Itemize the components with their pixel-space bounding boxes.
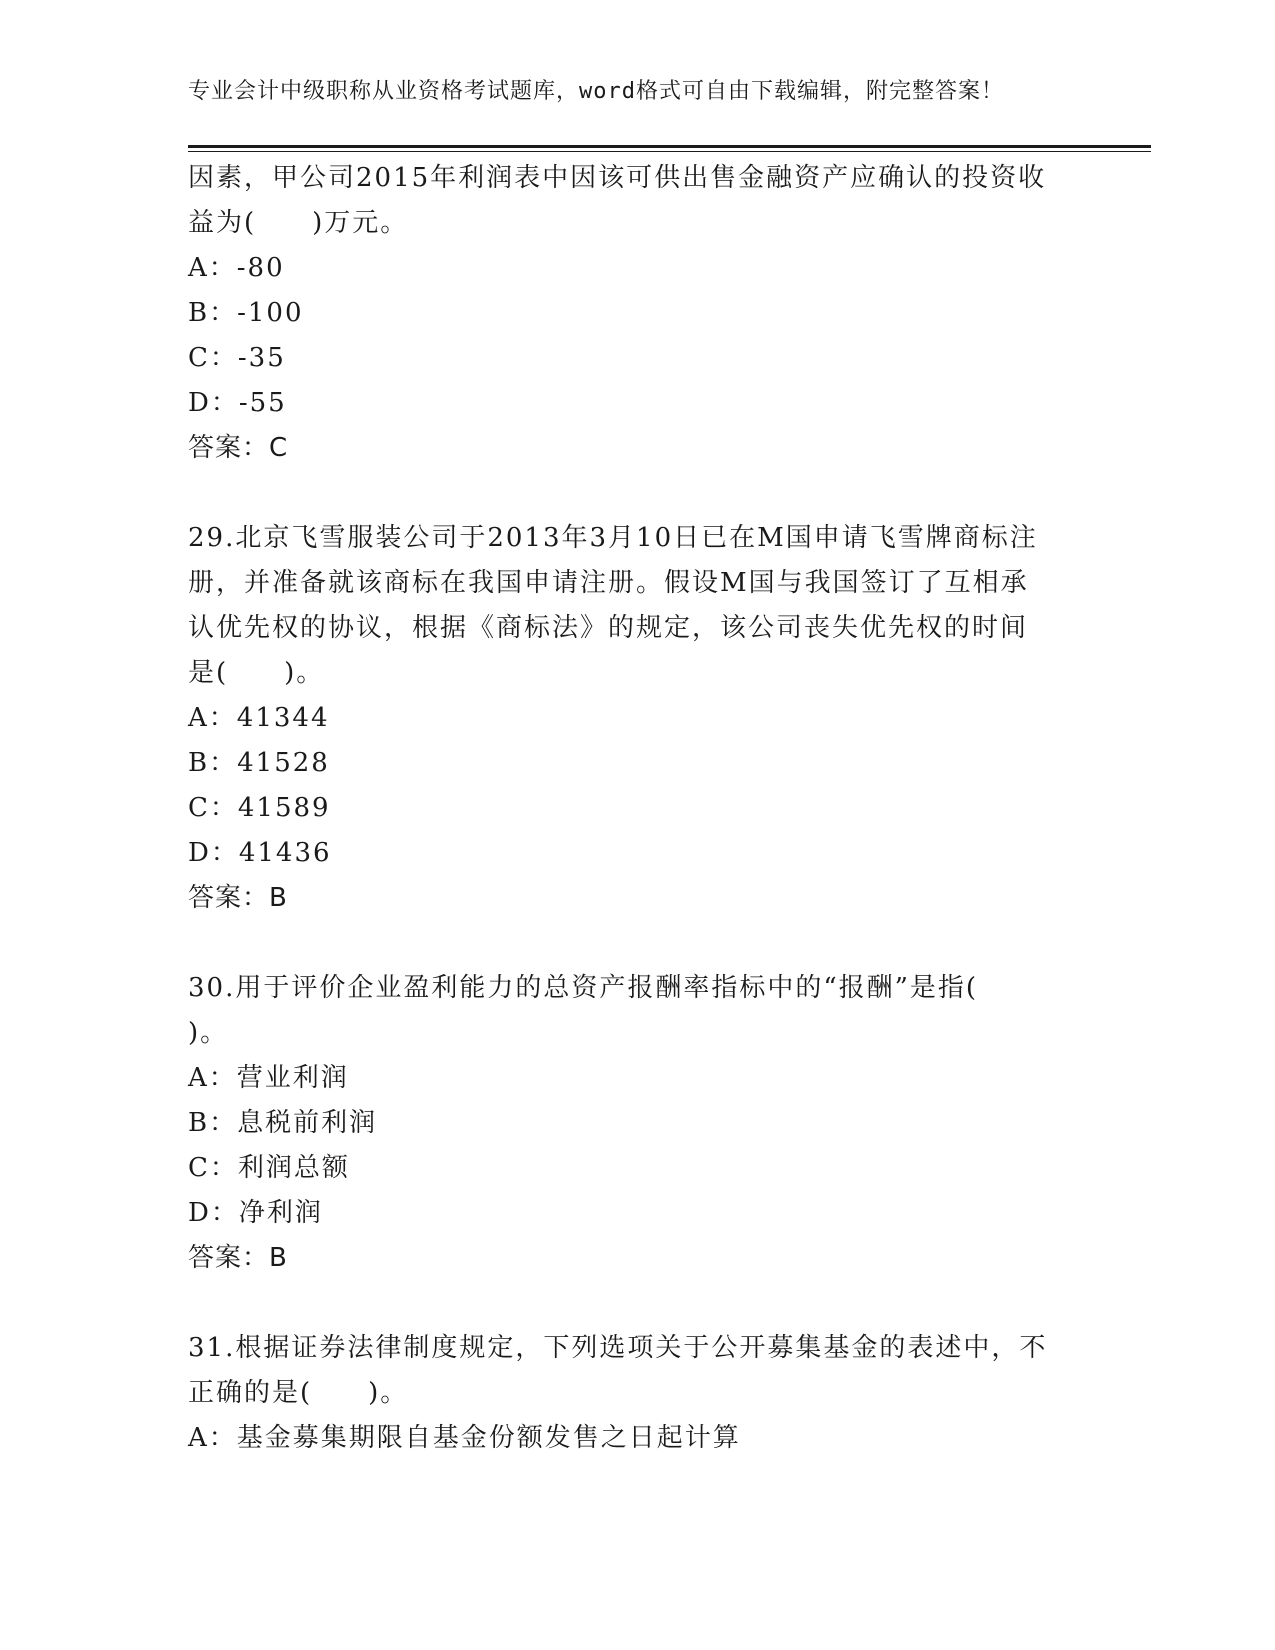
question-28 bbox=[188, 156, 1088, 471]
question-text-line: 30.用于评价企业盈利能力的总资产报酬率指标中的“报酬”是指( bbox=[188, 973, 979, 1003]
header-rule-thin bbox=[188, 151, 1151, 152]
option-a: A：基金募集期限自基金份额发售之日起计算 bbox=[188, 1423, 741, 1453]
option-d: D：-55 bbox=[188, 388, 287, 418]
option-c: C：41589 bbox=[188, 793, 331, 823]
question-text-line: 认优先权的协议，根据《商标法》的规定，该公司丧失优先权的时间 bbox=[188, 613, 1029, 643]
document-body bbox=[188, 156, 1088, 1461]
question-text-line: 册，并准备就该商标在我国申请注册。假设M国与我国签订了互相承 bbox=[188, 568, 1029, 598]
option-d: D：41436 bbox=[188, 838, 332, 868]
spacer bbox=[188, 471, 1088, 516]
question-text-line: 因素，甲公司2015年利润表中因该可供出售金融资产应确认的投资收 bbox=[188, 163, 1047, 193]
page-header: 专业会计中级职称从业资格考试题库，word格式可自由下载编辑，附完整答案！ bbox=[188, 79, 1004, 104]
option-a: A：-80 bbox=[188, 253, 285, 283]
question-text-line: 是( )。 bbox=[188, 658, 325, 688]
question-text-line: )。 bbox=[188, 1018, 229, 1048]
question-30 bbox=[188, 966, 1088, 1281]
spacer bbox=[188, 1281, 1088, 1326]
question-text-line: 31.根据证券法律制度规定，下列选项关于公开募集基金的表述中，不 bbox=[188, 1333, 1048, 1363]
option-a: A：41344 bbox=[188, 703, 330, 733]
option-b: B：41528 bbox=[188, 748, 330, 778]
question-text-line: 益为( )万元。 bbox=[188, 208, 409, 238]
option-c: C：利润总额 bbox=[188, 1153, 350, 1183]
spacer bbox=[188, 921, 1088, 966]
option-b: B：息税前利润 bbox=[188, 1108, 378, 1138]
option-d: D：净利润 bbox=[188, 1198, 323, 1228]
question-29 bbox=[188, 516, 1088, 921]
answer-line: 答案：B bbox=[188, 1243, 288, 1273]
answer-line: 答案：C bbox=[188, 433, 289, 463]
question-31 bbox=[188, 1326, 1088, 1461]
question-text-line: 正确的是( )。 bbox=[188, 1378, 409, 1408]
option-b: B：-100 bbox=[188, 298, 304, 328]
option-a: A：营业利润 bbox=[188, 1063, 349, 1093]
header-rule-thick bbox=[188, 145, 1151, 148]
question-text-line: 29.北京飞雪服装公司于2013年3月10日已在M国申请飞雪牌商标注 bbox=[188, 523, 1038, 553]
option-c: C：-35 bbox=[188, 343, 286, 373]
answer-line: 答案：B bbox=[188, 883, 288, 913]
